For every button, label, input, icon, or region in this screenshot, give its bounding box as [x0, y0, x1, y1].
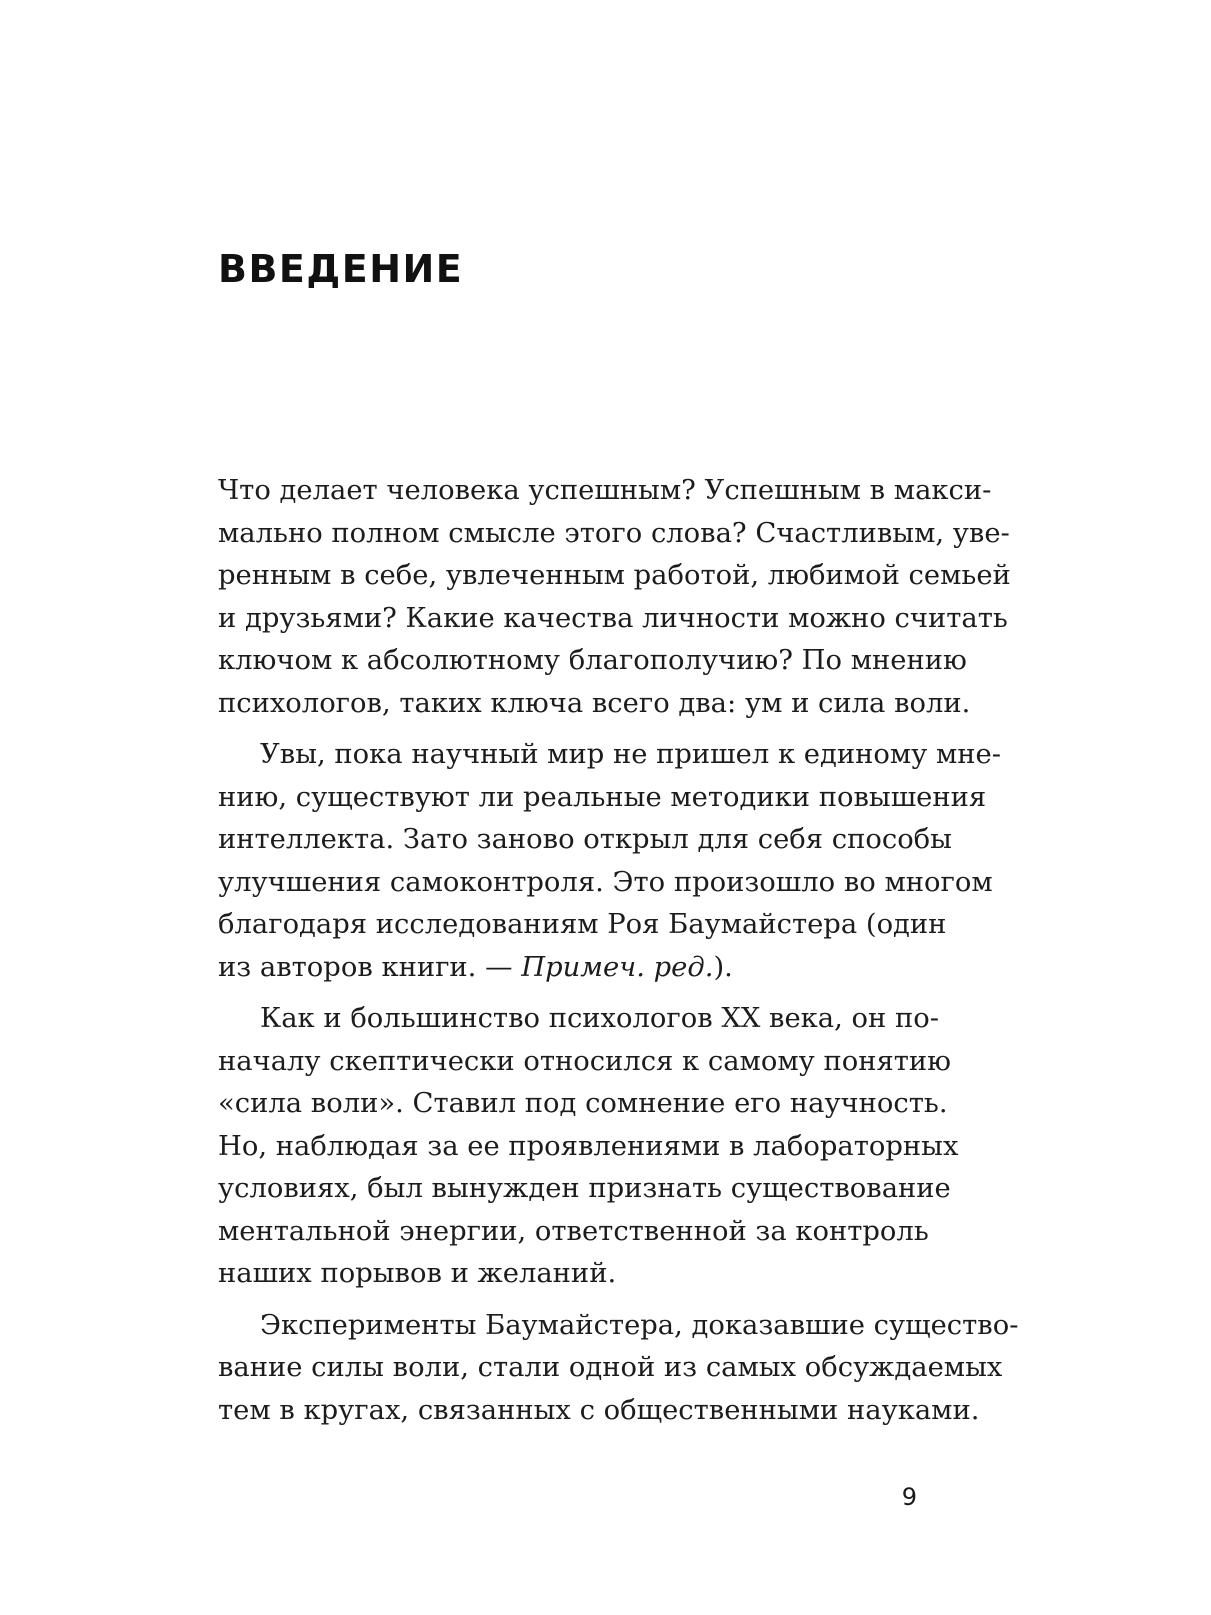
text-line: Как и большинство психологов XX века, он по- [260, 1003, 940, 1034]
text-line: Увы, пока научный мир не пришел к единому мне- [260, 739, 1002, 770]
text-line: вание силы воли, стали одной из самых обсуждаемых [218, 1352, 1003, 1383]
text-line: мально полном смысле этого слова? Счастливым, уве- [218, 517, 1010, 549]
text-line: интеллекта. Зато заново открыл для себя способы [218, 824, 952, 855]
editor-note: Примеч. ред. [521, 951, 714, 983]
text-fragment: ). [713, 951, 733, 983]
body-text [218, 470, 1019, 1441]
paragraph-1 [218, 470, 1011, 725]
text-line: улучшения самоконтроля. Это произошло во многом [218, 866, 993, 898]
text-line: «сила воли». Ставил под сомнение его научность. [218, 1088, 948, 1119]
text-line: наших порывов и желаний. [218, 1258, 617, 1289]
text-line: психологов, таких ключа всего два: ум и сила воли. [218, 687, 971, 719]
chapter-heading: ВВЕДЕНИЕ [218, 247, 464, 291]
text-line: Но, наблюдая за ее проявлениями в лабораторных [218, 1130, 959, 1162]
page-number: 9 [901, 1483, 917, 1511]
text-line: ренным в себе, увлеченным работой, любимой семьей [218, 560, 1011, 591]
text-line: и друзьями? Какие качества личности можно считать [218, 602, 1008, 634]
text-line: началу скептически относился к самому понятию [218, 1045, 951, 1077]
text-line [218, 947, 918, 990]
paragraph-4 [218, 1305, 1019, 1433]
text-line: Что делает человека успешным? Успешным в макси- [218, 475, 992, 506]
text-line: ключом к абсолютному благополучию? По мнению [218, 645, 967, 676]
text-line: ментальной энергии, ответственной за контроль [218, 1215, 929, 1247]
paragraph-3 [218, 998, 959, 1296]
paragraph-2 [218, 734, 1002, 989]
text-line: условиях, был вынужден признать существование [218, 1173, 951, 1204]
text-fragment: из авторов книги. — [218, 951, 522, 983]
text-line: тем в кругах, связанных с общественными науками. [218, 1394, 980, 1426]
text-line: Эксперименты Баумайстера, доказавшие существо- [260, 1309, 1019, 1341]
text-line: нию, существуют ли реальные методики повышения [218, 781, 987, 813]
text-line: благодаря исследованиям Роя Баумайстера (один [218, 909, 947, 940]
